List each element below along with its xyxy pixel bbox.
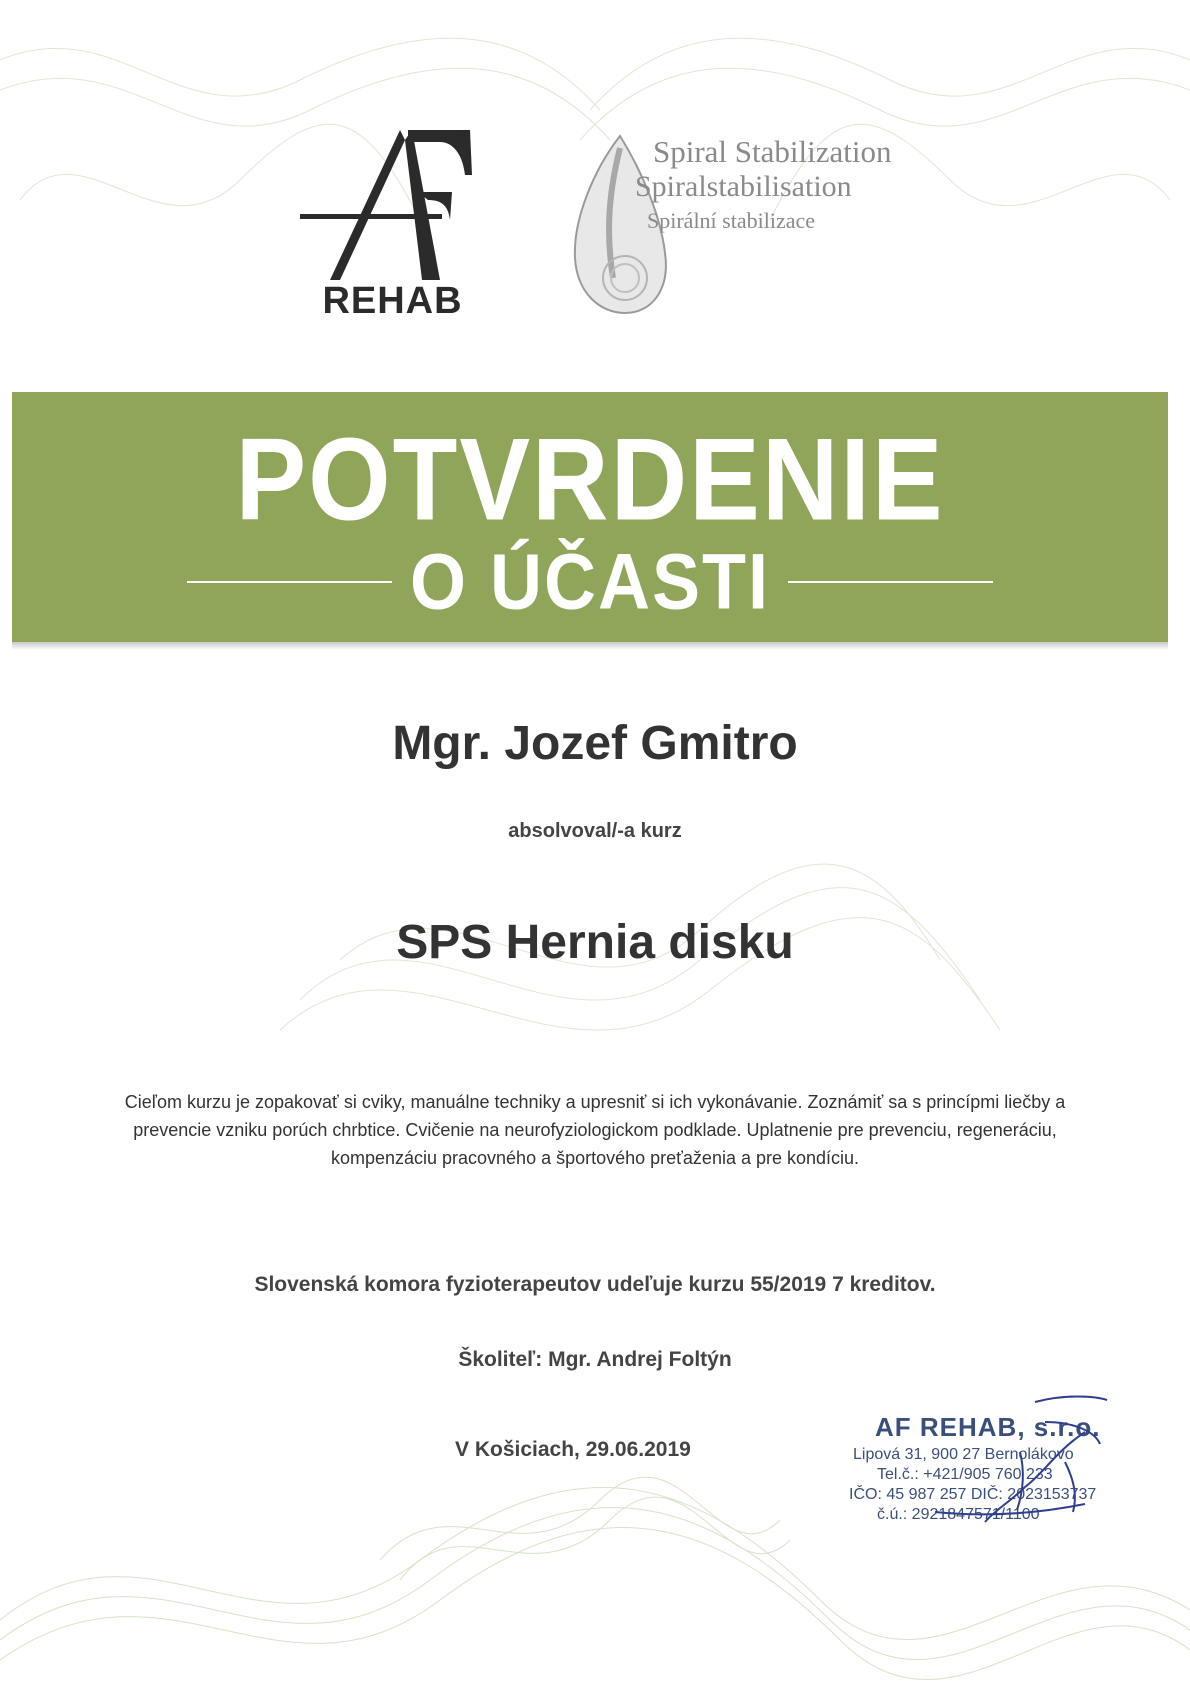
stamp-company: AF REHAB, s.r.o.	[875, 1412, 1101, 1442]
subtitle-rule-left	[187, 581, 392, 583]
place-and-date: V Košiciach, 29.06.2019	[455, 1438, 691, 1461]
recipient-name: Mgr. Jozef Gmitro	[392, 717, 798, 770]
spiral-stabilization-logo	[565, 128, 965, 328]
certificate-title: POTVRDENIE	[235, 415, 945, 545]
spiral-name-english: Spiral Stabilization	[653, 134, 892, 169]
trainer-name: Školiteľ: Mgr. Andrej Foltýn	[458, 1348, 732, 1371]
spiral-name-german: Spiralstabilisation	[635, 170, 852, 203]
spiral-name-czech: Spirální stabilizace	[647, 208, 815, 233]
af-rehab-logo	[300, 130, 485, 330]
af-rehab-wordmark: REHAB	[322, 280, 463, 322]
company-stamp	[845, 1410, 1110, 1530]
stamp-address: Lipová 31, 900 27 Bernolákovo	[853, 1446, 1074, 1463]
banner-shadow	[12, 642, 1168, 650]
af-monogram-icon	[300, 130, 485, 280]
course-name: SPS Hernia disku	[396, 916, 794, 969]
course-description: Cieľom kurzu je zopakovať si cviky, manuálne techniky a upresniť si ich vykonávanie. Zoznámiť sa s princípmi liečby a prevencie vzniku porúch chrbtice. Cvičenie na neurofyziologickom podklade. Uplatnenie pre prevenciu, regeneráciu, kompenzáciu pracovného a športového preťaženia a pre kondíciu.	[124, 1092, 1066, 1168]
stamp-phone: Tel.č.: +421/905 760 233	[877, 1466, 1053, 1483]
title-banner	[12, 392, 1168, 642]
stamp-account: č.ú.: 2921847571/1100	[877, 1506, 1040, 1523]
completed-course-text: absolvoval/-a kurz	[508, 820, 682, 842]
credits-statement: Slovenská komora fyzioterapeutov udeľuje kurzu 55/2019 7 kreditov.	[254, 1273, 936, 1296]
handwritten-signature	[925, 1392, 1125, 1537]
subtitle-row	[12, 538, 1168, 626]
stamp-ids: IČO: 45 987 257 DIČ: 2023153737	[849, 1486, 1097, 1503]
certificate-subtitle: O ÚČASTI	[409, 538, 770, 626]
subtitle-rule-right	[788, 581, 993, 583]
